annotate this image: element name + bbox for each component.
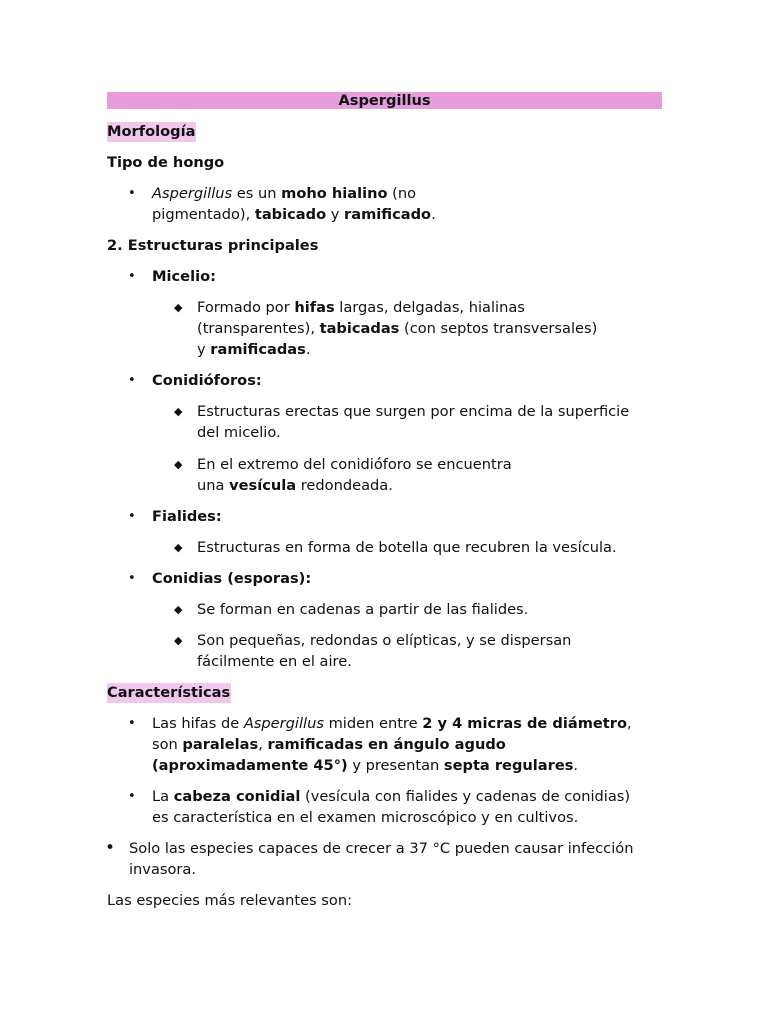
diamond-bullet-icon: ◆ xyxy=(174,301,183,314)
tipo-bullet-line-2: pigmentado), tabicado y ramificado. xyxy=(152,206,436,223)
bullet-icon: • xyxy=(128,269,136,284)
section-heading-caracteristicas: Características xyxy=(107,684,231,701)
heading-tipo-de-hongo: Tipo de hongo xyxy=(107,154,225,171)
diamond-bullet-icon: ◆ xyxy=(174,634,183,647)
label-fialides: Fialides: xyxy=(152,508,222,525)
label-conidias: Conidias (esporas): xyxy=(152,570,312,587)
document-title: Aspergillus xyxy=(107,92,662,109)
closing-text: Las especies más relevantes son: xyxy=(107,892,353,909)
conidioforos-s1-line-2: del micelio. xyxy=(197,424,281,441)
label-micelio: Micelio: xyxy=(152,268,216,285)
bullet-icon: • xyxy=(128,509,136,524)
heading-estructuras-principales: 2. Estructuras principales xyxy=(107,237,319,254)
extra-b1-line-2: invasora. xyxy=(129,861,196,878)
caracteristicas-b2-line-1: La cabeza conidial (vesícula con fialides y cadenas de conidias) xyxy=(152,788,631,805)
conidioforos-s1-line-1: Estructuras erectas que surgen por encima de la superficie xyxy=(197,403,630,420)
diamond-bullet-icon: ◆ xyxy=(174,603,183,616)
conidias-s2-line-1: Son pequeñas, redondas o elípticas, y se dispersan xyxy=(197,632,572,649)
bullet-icon: • xyxy=(128,716,136,731)
caracteristicas-b1-line-1: Las hifas de Aspergillus miden entre 2 y 4 micras de diámetro, xyxy=(152,715,632,732)
bullet-icon: • xyxy=(128,373,136,388)
tipo-bullet-line-1: Aspergillus es un moho hialino (no xyxy=(152,185,417,202)
section-heading-morfologia: Morfología xyxy=(107,123,196,140)
diamond-bullet-icon: ◆ xyxy=(174,541,183,554)
label-conidioforos: Conidióforos: xyxy=(152,372,262,389)
micelio-line-1: Formado por hifas largas, delgadas, hialinas xyxy=(197,299,525,316)
conidioforos-s2-line-1: En el extremo del conidióforo se encuentra xyxy=(197,456,512,473)
bullet-icon: • xyxy=(128,789,136,804)
conidioforos-s2-line-2: una vesícula redondeada. xyxy=(197,477,393,494)
caracteristicas-b1-line-3: (aproximadamente 45°) y presentan septa regulares. xyxy=(152,757,579,774)
diamond-bullet-icon: ◆ xyxy=(174,458,183,471)
bullet-icon: • xyxy=(128,186,136,201)
diamond-bullet-icon: ◆ xyxy=(174,405,183,418)
conidias-s2-line-2: fácilmente en el aire. xyxy=(197,653,352,670)
extra-b1-line-1: Solo las especies capaces de crecer a 37 °C pueden causar infección xyxy=(129,840,634,857)
bullet-icon: • xyxy=(128,571,136,586)
micelio-line-2: (transparentes), tabicadas (con septos transversales) xyxy=(197,320,598,337)
fialides-s1: Estructuras en forma de botella que recubren la vesícula. xyxy=(197,539,617,556)
conidias-s1: Se forman en cadenas a partir de las fialides. xyxy=(197,601,529,618)
caracteristicas-b2-line-2: es característica en el examen microscópico y en cultivos. xyxy=(152,809,579,826)
micelio-line-3: y ramificadas. xyxy=(197,341,311,358)
bullet-icon: • xyxy=(105,838,116,858)
caracteristicas-b1-line-2: son paralelas, ramificadas en ángulo agudo xyxy=(152,736,506,753)
